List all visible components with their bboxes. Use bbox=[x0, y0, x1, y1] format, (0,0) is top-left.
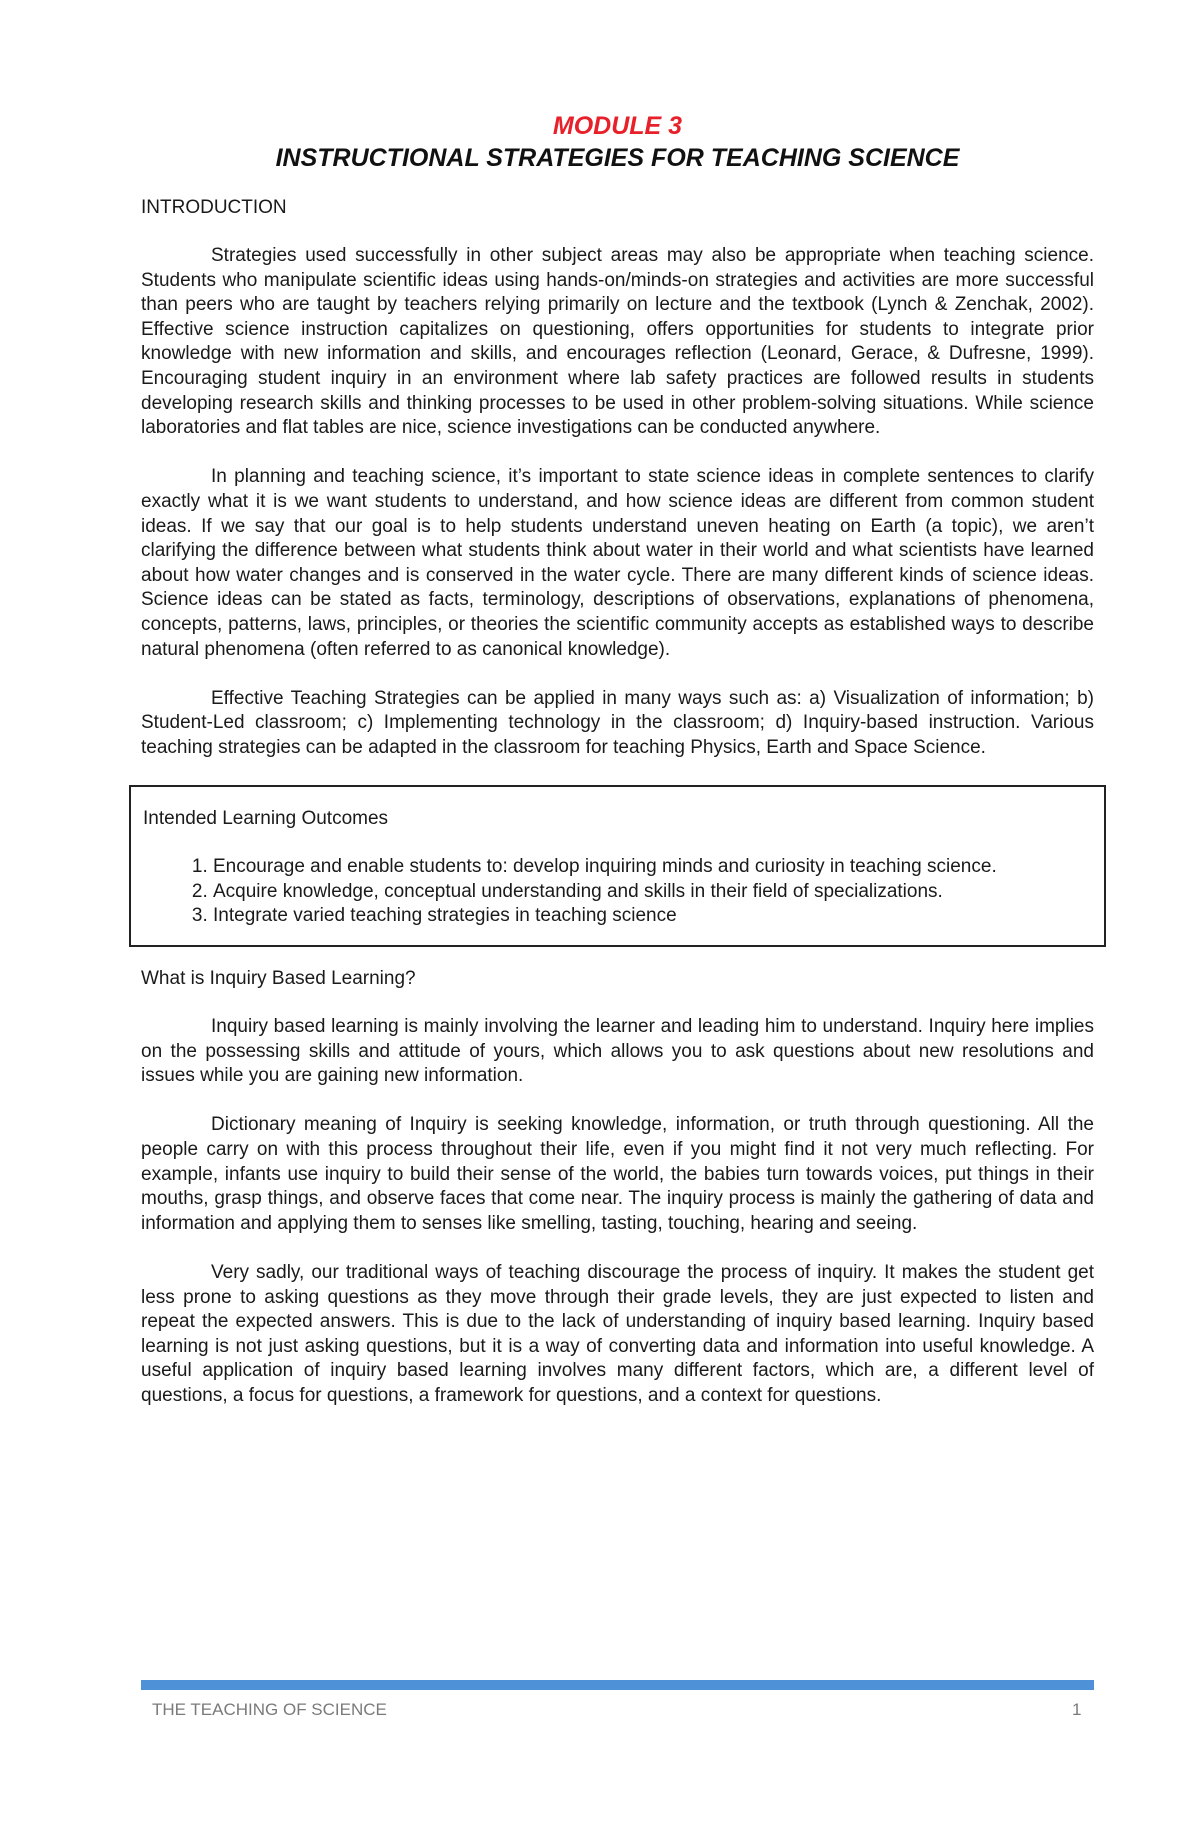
footer-divider-bar bbox=[141, 1680, 1094, 1690]
module-title: INSTRUCTIONAL STRATEGIES FOR TEACHING SCIENCE bbox=[275, 144, 960, 172]
introduction-heading: INTRODUCTION bbox=[141, 197, 287, 218]
inquiry-paragraph-3: Very sadly, our traditional ways of teaching discourage the process of inquiry. It makes the student get less prone to asking questions as they move through their grade levels, they are just expected to listen and repeat the expected answers. This is due to the lack of understanding of inquiry based learning. Inquiry based learning is not just asking questions, but it is a way of converting data and information into useful knowledge. A useful application of inquiry based learning involves many different factors, which are, a different level of questions, a focus for questions, a framework for questions, and a context for questions. bbox=[141, 1262, 1094, 1406]
learning-outcomes-box bbox=[129, 785, 1106, 947]
intro-paragraph-3: Effective Teaching Strategies can be applied in many ways such as: a) Visualization of information; b) Student-Led classroom; c) Implementing technology in the classroom; d) Inquiry-based instruction. Various teaching strategies can be adapted in the classroom for teaching Physics, Earth and Space Science. bbox=[141, 687, 1094, 758]
learning-outcomes-title: Intended Learning Outcomes bbox=[143, 808, 389, 830]
intro-paragraph-2: In planning and teaching science, it’s important to state science ideas in complete sentences to clarify exactly what it is we want students to understand, and how science ideas are different from common student ideas. If we say that our goal is to help students understand uneven heating on Earth (a topic), we aren’t clarifying the difference between what students think about water in their world and what scientists have learned about how water changes and is conserved in the water cycle. There are many different kinds of science ideas. Science ideas can be stated as facts, terminology, descriptions of observations, explanations of phenomena, concepts, patterns, laws, principles, or theories the scientific community accepts as established ways to describe natural phenomena (often referred to as canonical knowledge). bbox=[141, 466, 1094, 660]
learning-outcome-item: 2. Acquire knowledge, conceptual understanding and skills in their field of specializations. bbox=[213, 880, 1092, 905]
page-number: 1 bbox=[1072, 1700, 1082, 1719]
module-number: MODULE 3 bbox=[552, 112, 683, 140]
document-page bbox=[141, 110, 1094, 1433]
learning-outcomes-list bbox=[143, 855, 1092, 929]
learning-outcome-item: 3. Integrate varied teaching strategies in teaching science bbox=[213, 904, 1092, 929]
learning-outcome-item: 1. Encourage and enable students to: develop inquiring minds and curiosity in teaching science. bbox=[213, 855, 1092, 880]
inquiry-heading: What is Inquiry Based Learning? bbox=[141, 968, 416, 990]
inquiry-paragraph-2: Dictionary meaning of Inquiry is seeking knowledge, information, or truth through questioning. All the people carry on with this process throughout their life, even if you might find it not very much reflecting. For example, infants use inquiry to build their sense of the world, the babies turn towards voices, put things in their mouths, grasp things, and observe faces that come near. The inquiry process is mainly the gathering of data and information and applying them to senses like smelling, tasting, touching, hearing and seeing. bbox=[141, 1114, 1094, 1234]
footer-label: THE TEACHING OF SCIENCE bbox=[152, 1700, 387, 1719]
inquiry-paragraph-1: Inquiry based learning is mainly involving the learner and leading him to understand. Inquiry here implies on the possessing skills and attitude of yours, which allows you to ask questions about new resolutions and issues while you are gaining new information. bbox=[141, 1016, 1094, 1087]
intro-paragraph-1: Strategies used successfully in other subject areas may also be appropriate when teaching science. Students who manipulate scientific ideas using hands-on/minds-on strategies and activities are more successful than peers who are taught by teachers relying primarily on lecture and the textbook (Lynch & Zenchak, 2002). Effective science instruction capitalizes on questioning, offers opportunities for students to integrate prior knowledge with new information and skills, and encourages reflection (Leonard, Gerace, & Dufresne, 1999). Encouraging student inquiry in an environment where lab safety practices are followed results in students developing research skills and thinking processes to be used in other problem-solving situations. While science laboratories and flat tables are nice, science investigations can be conducted anywhere. bbox=[141, 245, 1094, 439]
